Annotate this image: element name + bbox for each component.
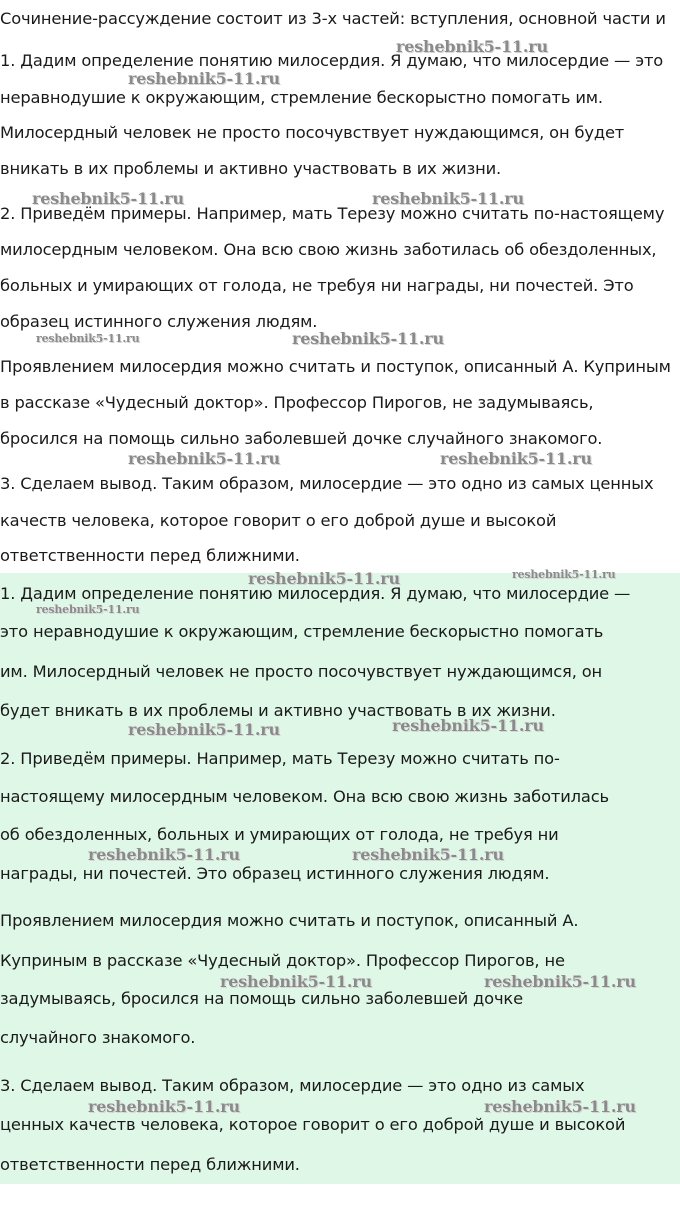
text-line: ответственности перед ближними. (0, 1155, 300, 1174)
watermark: reshebnik5-11.ru (352, 845, 504, 864)
text-line: задумываясь, бросился на помощь сильно заболевшей дочке (0, 989, 523, 1008)
text-line: 3. Сделаем вывод. Таким образом, милосердие — это одно из самых (0, 1076, 585, 1095)
text-line: об обездоленных, больных и умирающих от голода, не требуя ни (0, 825, 559, 844)
text-line: образец истинного служения людям. (0, 312, 318, 331)
text-line: это неравнодушие к окружающим, стремление бескорыстно помогать (0, 622, 604, 641)
text-line: Проявлением милосердия можно считать и поступок, описанный А. Куприным (0, 357, 671, 376)
watermark: reshebnik5-11.ru (128, 449, 280, 468)
text-line: 1. Дадим определение понятию милосердия. Я думаю, что милосердие — это (0, 51, 664, 70)
watermark: reshebnik5-11.ru (36, 332, 140, 345)
watermark: reshebnik5-11.ru (36, 603, 140, 616)
text-line: Проявлением милосердия можно считать и поступок, описанный А. (0, 911, 579, 930)
watermark: reshebnik5-11.ru (32, 189, 184, 208)
watermark: reshebnik5-11.ru (440, 449, 592, 468)
text-line: 1. Дадим определение понятию милосердия. Я думаю, что милосердие — (0, 584, 631, 603)
watermark: reshebnik5-11.ru (396, 37, 548, 56)
text-line: ответственности перед ближними. (0, 546, 300, 565)
watermark: reshebnik5-11.ru (512, 568, 616, 581)
text-line: 2. Приведём примеры. Например, мать Терезу можно считать по- (0, 749, 560, 768)
text-line: бросился на помощь сильно заболевшей дочке случайного знакомого. (0, 429, 603, 448)
text-line: неравнодушие к окружающим, стремление бескорыстно помогать им. (0, 88, 603, 107)
watermark: reshebnik5-11.ru (128, 69, 280, 88)
watermark: reshebnik5-11.ru (128, 720, 280, 739)
text-line: больных и умирающих от голода, не требуя ни награды, ни почестей. Это (0, 276, 634, 295)
watermark: reshebnik5-11.ru (220, 972, 372, 991)
text-line: будет вникать в их проблемы и активно участвовать в их жизни. (0, 701, 556, 720)
watermark: reshebnik5-11.ru (248, 569, 400, 588)
watermark: reshebnik5-11.ru (392, 716, 544, 735)
text-line: вникать в их проблемы и активно участвовать в их жизни. (0, 159, 502, 178)
text-line: Куприным в рассказе «Чудесный доктор». Профессор Пирогов, не (0, 951, 565, 970)
watermark: reshebnik5-11.ru (484, 972, 636, 991)
watermark: reshebnik5-11.ru (372, 189, 524, 208)
text-line: им. Милосердный человек не просто посочувствует нуждающимся, он (0, 662, 603, 681)
text-line: настоящему милосердным человеком. Она всю свою жизнь заботилась (0, 787, 609, 806)
text-line: случайного знакомого. (0, 1028, 196, 1047)
text-line: милосердным человеком. Она всю свою жизнь заботилась об обездоленных, (0, 240, 657, 259)
watermark: reshebnik5-11.ru (484, 1097, 636, 1116)
text-line: Милосердный человек не просто посочувствует нуждающимся, он будет (0, 123, 625, 142)
text-line: 2. Приведём примеры. Например, мать Терезу можно считать по-настоящему (0, 204, 665, 223)
text-line: в рассказе «Чудесный доктор». Профессор Пирогов, не задумываясь, (0, 393, 594, 412)
text-line: награды, ни почестей. Это образец истинного служения людям. (0, 864, 550, 883)
text-line: 3. Сделаем вывод. Таким образом, милосердие — это одно из самых ценных (0, 474, 654, 493)
watermark: reshebnik5-11.ru (292, 329, 444, 348)
text-line: качеств человека, которое говорит о его доброй душе и высокой (0, 511, 557, 530)
text-line: Сочинение-рассуждение состоит из 3-х частей: вступления, основной части и (0, 9, 666, 28)
watermark: reshebnik5-11.ru (88, 845, 240, 864)
text-line: ценных качеств человека, которое говорит о его доброй душе и высокой (0, 1115, 626, 1134)
watermark: reshebnik5-11.ru (88, 1097, 240, 1116)
